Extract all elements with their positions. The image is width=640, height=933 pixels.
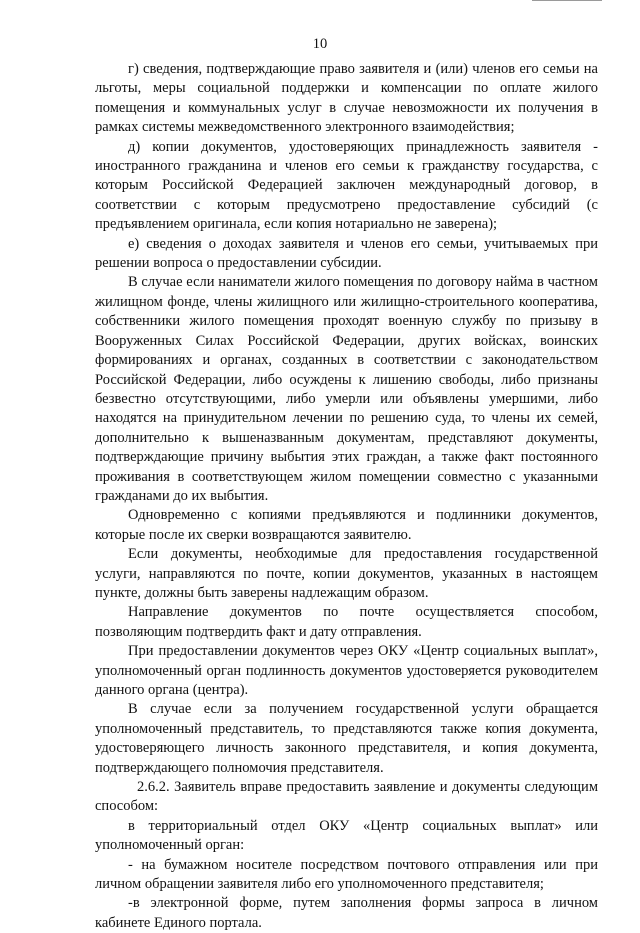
list-item-electronic-form: -в электронной форме, путем заполнения формы запроса в личном кабинете Единого портала. bbox=[95, 895, 598, 931]
paragraph-originals-presented: Одновременно с копиями предъявляются и подлинники документов, которые после их сверки возвращаются заявителю. bbox=[95, 507, 598, 543]
paragraph-d-citizenship-copies: д) копии документов, удостоверяющих принадлежность заявителя - иностранного гражданина и членов его семьи к гражданству государства, с которым Российской Федерацией заключен международный договор, в соответствии с которым предусмотрено предоставление субсидий (с предъявлением оригинала, если копия нотариально не заверена); bbox=[95, 138, 598, 233]
paragraph-g-info-benefits: г) сведения, подтверждающие право заявителя и (или) членов его семьи на льготы, меры социальной поддержки и компенсации по оплате жилого помещения и коммунальных услуг в случае невозможности их получения в рамках системы межведомственного электронного взаимодействия; bbox=[95, 61, 598, 136]
paragraph-e-income-info: е) сведения о доходах заявителя и членов его семьи, учитываемых при решении вопроса о предоставлении субсидии. bbox=[95, 235, 598, 272]
document-body bbox=[95, 60, 598, 933]
top-edge-mark bbox=[532, 0, 602, 3]
paragraph-territorial-department: в территориальный отдел ОКУ «Центр социальных выплат» или уполномоченный орган: bbox=[95, 817, 598, 854]
paragraph-center-verification: При предоставлении документов через ОКУ «Центр социальных выплат», уполномоченный орган подлинность документов удостоверяется руководителем данного органа (центра). bbox=[95, 643, 598, 698]
paragraph-section-2-6-2: 2.6.2. Заявитель вправе предоставить заявление и документы следующим способом: bbox=[95, 779, 598, 815]
page-number: 10 bbox=[312, 36, 328, 52]
paragraph-absent-tenants: В случае если наниматели жилого помещения по договору найма в частном жилищном фонде, члены жилищного или жилищно-строительного кооператива, собственники жилого помещения проходят военную службу по призыву в Вооруженных Силах Российской Федерации, других войсках, воинских формированиях и органах, созданных в соответствии с законодательством Российской Федерации, либо осуждены к лишению свободы, либо признаны безвестно отсутствующими, либо умерли или объявлены умершими, либо находятся на принудительном лечении по решению суда, то члены их семей, дополнительно к вышеназванным документам, представляют документы, подтверждающие причину выбытия этих граждан, а также факт постоянного проживания в соответствующем жилом помещении совместно с указанными гражданами до их выбытия. bbox=[95, 274, 598, 504]
paragraph-authorized-representative: В случае если за получением государственной услуги обращается уполномоченный представитель, то представляются также копия документа, удостоверяющего личность законного представителя, и копия документа, подтверждающего полномочия представителя. bbox=[95, 701, 598, 776]
paragraph-documents-by-mail: Если документы, необходимые для предоставления государственной услуги, направляются по почте, копии документов, указанных в настоящем пункте, должны быть заверены надлежащим образом. bbox=[95, 546, 598, 601]
list-item-paper-form: - на бумажном носителе посредством почтового отправления или при личном обращении заявителя либо его уполномоченного представителя; bbox=[95, 856, 598, 893]
paragraph-mail-method: Направление документов по почте осуществляется способом, позволяющим подтвердить факт и дату отправления. bbox=[95, 604, 598, 640]
